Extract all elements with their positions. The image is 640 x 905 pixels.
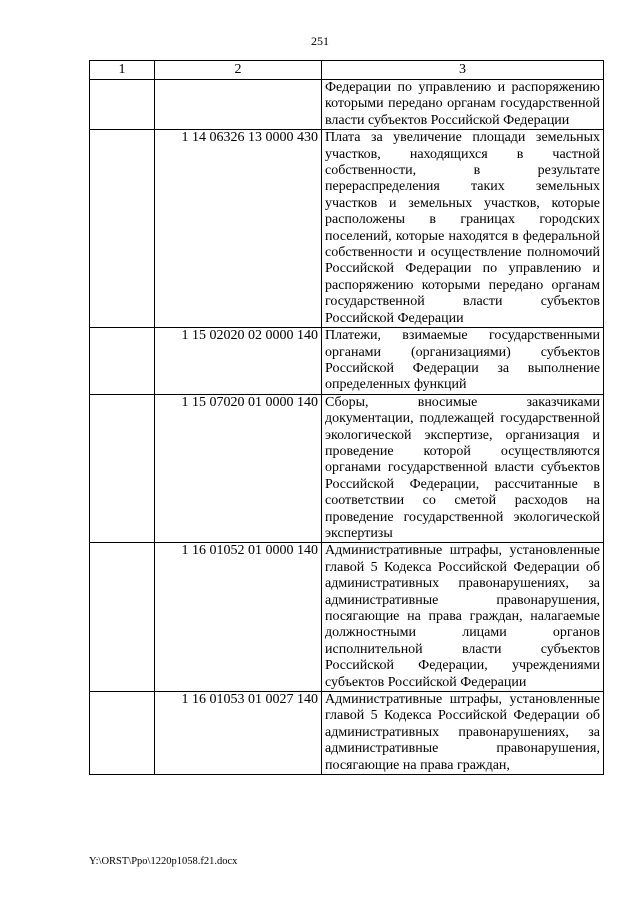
description-cell: Плата за увеличение площади земельных участков, находящихся в частной собственности, в результате перераспределения таких земельных участков и земельных участков, которые расположены в границах городских поселений, которые находятся в федеральной собственности и осуществление полномочий Российской Федерации по управлению и распоряжению которыми передано органам государственной власти субъектов Российской Федерации bbox=[322, 130, 604, 328]
table-row bbox=[90, 328, 604, 395]
code-cell bbox=[155, 80, 322, 130]
description-cell: Сборы, вносимые заказчиками документации, подлежащей государственной экологической экспертизе, организация и проведение которой осуществляются органами государственной власти субъектов Российской Федерации, рассчитанные в соответствии со сметой расходов на проведение государственной экологической экспертизы bbox=[322, 394, 604, 543]
row-number-cell bbox=[90, 692, 155, 775]
description-cell: Платежи, взимаемые государственными органами (организациями) субъектов Российской Федерации за выполнение определенных функций bbox=[322, 328, 604, 395]
row-number-cell bbox=[90, 543, 155, 692]
table-row bbox=[90, 80, 604, 130]
header-col-2: 2 bbox=[155, 61, 322, 80]
row-number-cell bbox=[90, 80, 155, 130]
code-cell: 1 15 02020 02 0000 140 bbox=[155, 328, 322, 395]
code-cell: 1 15 07020 01 0000 140 bbox=[155, 394, 322, 543]
row-number-cell bbox=[90, 394, 155, 543]
table-row bbox=[90, 543, 604, 692]
description-cell: Административные штрафы, установленные главой 5 Кодекса Российской Федерации об административных правонарушениях, за административные правонарушения, посягающие на права граждан, налагаемые должностными лицами органов исполнительной власти субъектов Российской Федерации, учреждениями субъектов Российской Федерации bbox=[322, 543, 604, 692]
table-row bbox=[90, 692, 604, 775]
code-cell: 1 14 06326 13 0000 430 bbox=[155, 130, 322, 328]
code-cell: 1 16 01052 01 0000 140 bbox=[155, 543, 322, 692]
description-cell: Федерации по управлению и распоряжению которыми передано органам государственной власти субъектов Российской Федерации bbox=[322, 80, 604, 130]
page-number: 251 bbox=[311, 34, 329, 48]
file-path-footer: Y:\ORST\Ppo\1220p1058.f21.docx bbox=[89, 856, 238, 867]
header-col-3: 3 bbox=[322, 61, 604, 80]
table-row bbox=[90, 130, 604, 328]
header-col-1: 1 bbox=[90, 61, 155, 80]
code-cell: 1 16 01053 01 0027 140 bbox=[155, 692, 322, 775]
table-row bbox=[90, 394, 604, 543]
description-cell: Административные штрафы, установленные главой 5 Кодекса Российской Федерации об административных правонарушениях, за административные правонарушения, посягающие на права граждан, bbox=[322, 692, 604, 775]
budget-codes-table bbox=[89, 60, 604, 775]
table-header-row bbox=[90, 61, 604, 80]
row-number-cell bbox=[90, 328, 155, 395]
row-number-cell bbox=[90, 130, 155, 328]
